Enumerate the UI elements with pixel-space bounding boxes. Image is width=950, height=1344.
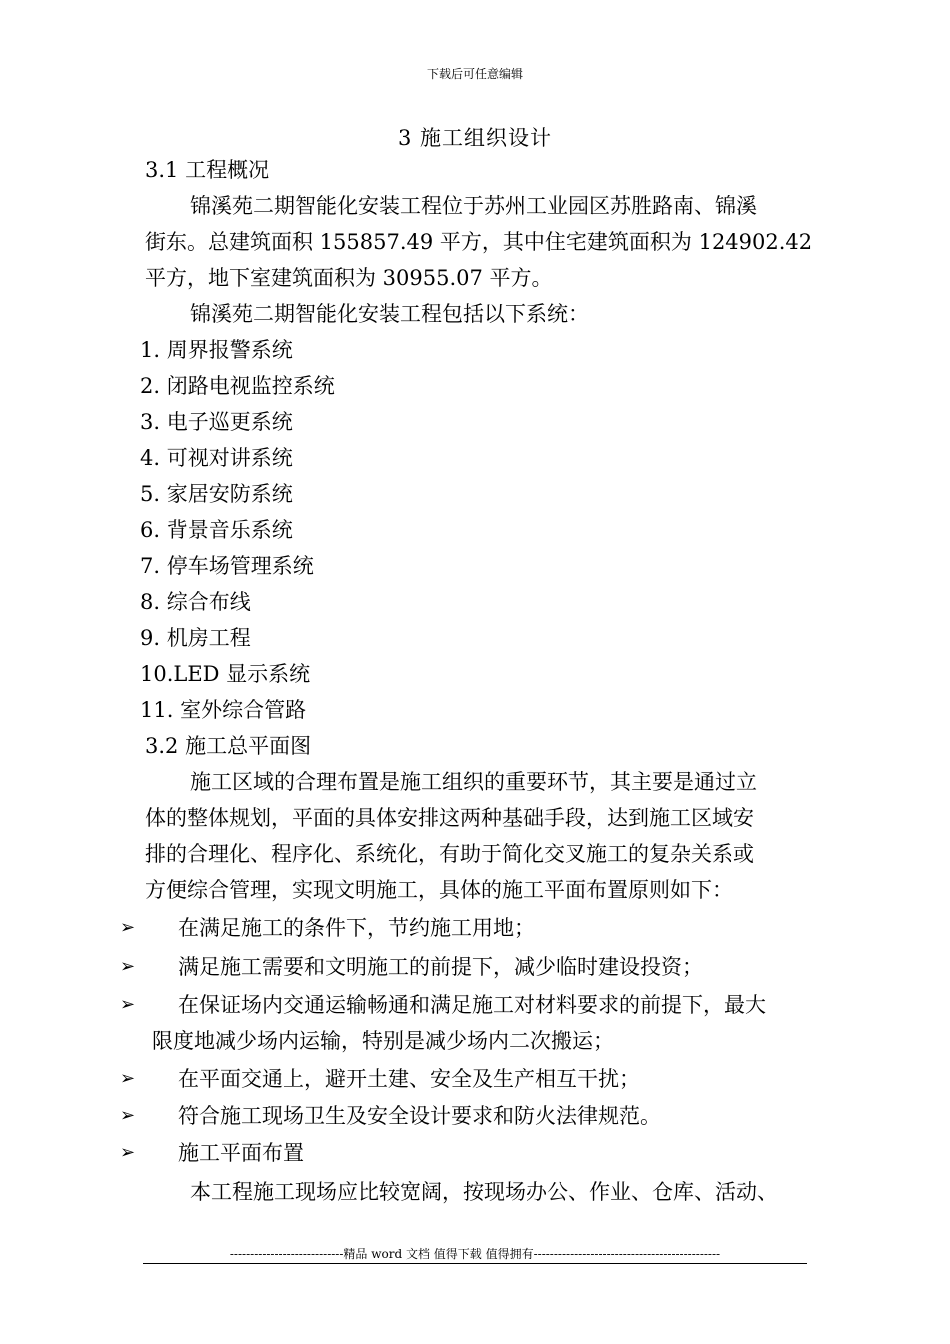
page-title: 3 施工组织设计 (397, 126, 553, 150)
principle-item-continuation: 限度地减少场内运输，特别是减少场内二次搬运； (152, 1029, 614, 1053)
footer-note: ----------------------------精品 word 文档 值得下载 值得拥有---------------------------------------------- (229, 1247, 721, 1261)
system-list-item: 11. 室外综合管路 (140, 698, 307, 722)
site-plan-line-3: 排的合理化、程序化、系统化，有助于简化交叉施工的复杂关系或 (145, 842, 754, 866)
section-heading-overview: 3.1 工程概况 (145, 158, 270, 182)
site-plan-line-4: 方便综合管理，实现文明施工，具体的施工平面布置原则如下： (145, 878, 733, 902)
systems-intro: 锦溪苑二期智能化安装工程包括以下系统： (190, 302, 589, 326)
system-list-item: 1. 周界报警系统 (140, 338, 293, 362)
arrow-bullet-icon: ➢ (120, 956, 136, 977)
arrow-bullet-icon: ➢ (120, 1068, 136, 1089)
system-list-item: 2. 闭路电视监控系统 (140, 374, 335, 398)
site-plan-line-1: 施工区域的合理布置是施工组织的重要环节，其主要是通过立 (190, 770, 757, 794)
principle-item: 施工平面布置 (178, 1141, 304, 1165)
site-plan-line-2: 体的整体规划，平面的具体安排这两种基础手段，达到施工区域安 (145, 806, 754, 830)
arrow-bullet-icon: ➢ (120, 917, 136, 938)
arrow-bullet-icon: ➢ (120, 994, 136, 1015)
section-heading-site-plan: 3.2 施工总平面图 (145, 734, 312, 758)
system-list-item: 7. 停车场管理系统 (140, 554, 314, 578)
system-list-item: 4. 可视对讲系统 (140, 446, 293, 470)
header-note: 下载后可任意编辑 (426, 67, 523, 81)
overview-line-1: 锦溪苑二期智能化安装工程位于苏州工业园区苏胜路南、锦溪 (190, 194, 757, 218)
principle-item: 在满足施工的条件下，节约施工用地； (178, 916, 535, 940)
system-list-item: 9. 机房工程 (140, 626, 251, 650)
footer-rule (143, 1263, 807, 1264)
system-list-item: 5. 家居安防系统 (140, 482, 293, 506)
arrow-bullet-icon: ➢ (120, 1142, 136, 1163)
closing-line: 本工程施工现场应比较宽阔，按现场办公、作业、仓库、活动、 (190, 1180, 778, 1204)
system-list-item: 3. 电子巡更系统 (140, 410, 293, 434)
principle-item: 符合施工现场卫生及安全设计要求和防火法律规范。 (178, 1104, 661, 1128)
system-list-item: 6. 背景音乐系统 (140, 518, 293, 542)
principle-item: 在保证场内交通运输畅通和满足施工对材料要求的前提下，最大 (178, 993, 766, 1017)
overview-line-2: 街东。总建筑面积 155857.49 平方，其中住宅建筑面积为 124902.42 (145, 230, 813, 254)
principle-item: 满足施工需要和文明施工的前提下，减少临时建设投资； (178, 955, 703, 979)
overview-line-3: 平方，地下室建筑面积为 30955.07 平方。 (145, 266, 553, 290)
system-list-item: 8. 综合布线 (140, 590, 251, 614)
arrow-bullet-icon: ➢ (120, 1105, 136, 1126)
system-list-item: 10.LED 显示系统 (140, 662, 311, 686)
principle-item: 在平面交通上，避开土建、安全及生产相互干扰； (178, 1067, 640, 1091)
